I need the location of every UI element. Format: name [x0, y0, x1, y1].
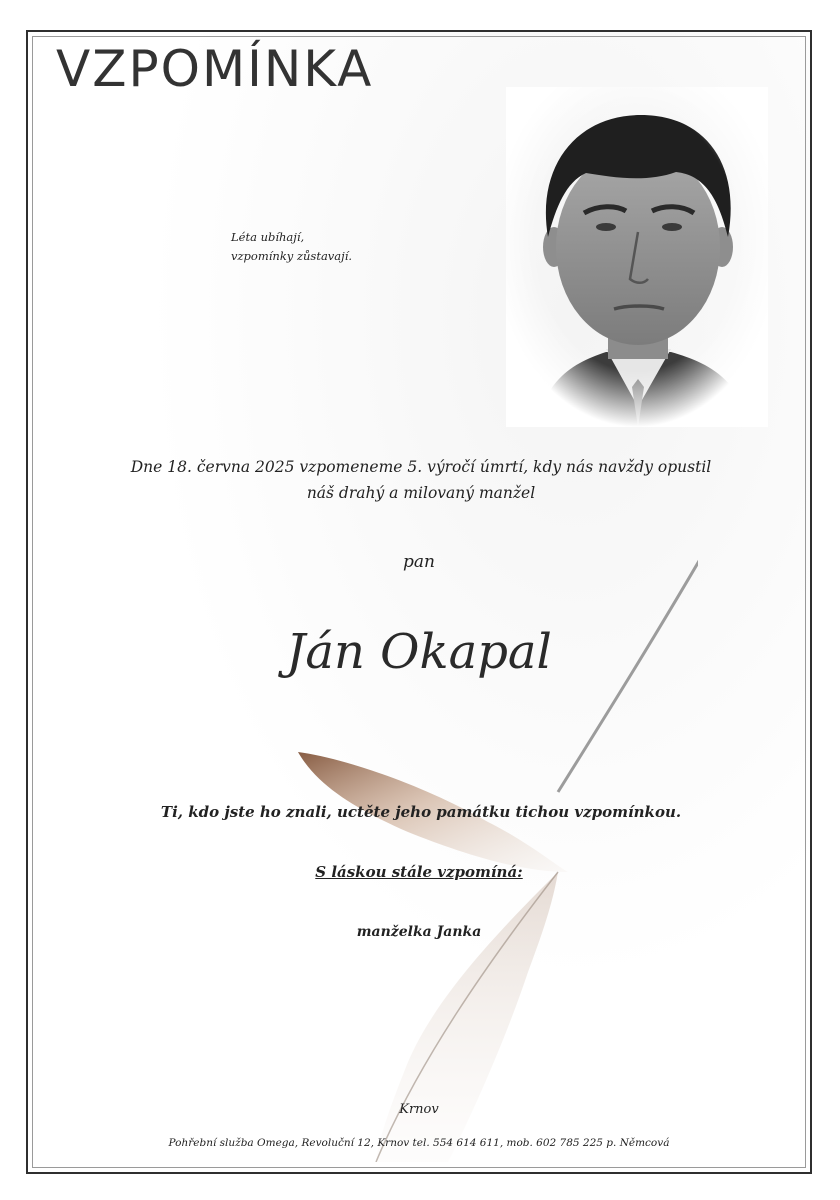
- portrait-photo: [506, 87, 768, 427]
- announcement-line-2: náš drahý a milovaný manžel: [306, 484, 536, 502]
- tribute-text: Ti, kdo jste ho znali, uctěte jeho památku tichou vzpomínkou.: [160, 803, 682, 821]
- mourners: manželka Janka: [356, 924, 482, 940]
- motto-line-2: vzpomínky zůstavají.: [231, 249, 353, 263]
- page-title: VZPOMÍNKA: [56, 40, 374, 98]
- memorial-card: [26, 30, 812, 1174]
- motto-line-1: Léta ubíhají,: [231, 230, 305, 244]
- announcement-line-1: Dne 18. června 2025 vzpomeneme 5. výročí úmrtí, kdy nás navždy opustil: [130, 458, 712, 476]
- place: Krnov: [399, 1102, 439, 1117]
- funeral-service-info: Pohřební služba Omega, Revoluční 12, Krnov tel. 554 614 611, mob. 602 785 225 p. Němcová: [168, 1137, 670, 1149]
- deceased-name: Ján Okapal: [286, 624, 552, 680]
- motto: [231, 228, 381, 266]
- with-love-heading: S láskou stále vzpomíná:: [315, 863, 523, 881]
- honorific: pan: [403, 552, 435, 572]
- announcement: [88, 454, 754, 506]
